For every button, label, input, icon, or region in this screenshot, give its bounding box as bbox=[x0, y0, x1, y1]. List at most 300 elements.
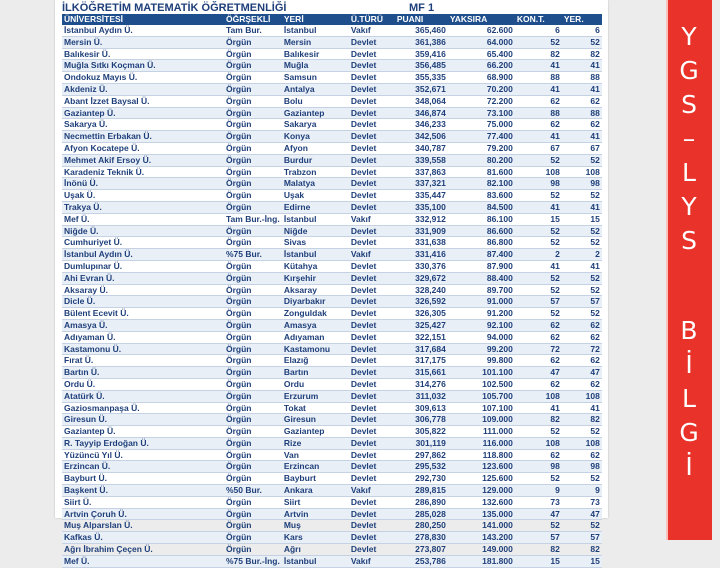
table-cell: 356,485 bbox=[395, 60, 448, 72]
table-cell: Örgün bbox=[224, 60, 282, 72]
table-cell: Burdur bbox=[282, 154, 349, 166]
table-cell: Örgün bbox=[224, 154, 282, 166]
table-row bbox=[62, 36, 602, 48]
banner-letter: İ bbox=[685, 350, 693, 379]
table-cell: 73 bbox=[562, 496, 602, 508]
table-cell: Devlet bbox=[349, 260, 395, 272]
table-cell: R. Tayyip Erdoğan Ü. bbox=[62, 437, 224, 449]
table-cell: Gaziosmanpaşa Ü. bbox=[62, 402, 224, 414]
table-cell: Başkent Ü. bbox=[62, 485, 224, 497]
table-cell: Devlet bbox=[349, 355, 395, 367]
table-cell: Örgün bbox=[224, 378, 282, 390]
table-cell: Örgün bbox=[224, 390, 282, 402]
table-cell: 41 bbox=[562, 402, 602, 414]
table-cell: 41 bbox=[562, 201, 602, 213]
table-cell: Devlet bbox=[349, 331, 395, 343]
table-cell: Karadeniz Teknik Ü. bbox=[62, 166, 224, 178]
table-row bbox=[62, 107, 602, 119]
table-row bbox=[62, 83, 602, 95]
table-cell: Amasya Ü. bbox=[62, 319, 224, 331]
table-cell: 91.200 bbox=[448, 308, 515, 320]
table-cell: 47 bbox=[562, 367, 602, 379]
table-cell: 62 bbox=[515, 355, 562, 367]
table-cell: 326,592 bbox=[395, 296, 448, 308]
table-cell: 72.200 bbox=[448, 95, 515, 107]
table-cell: Örgün bbox=[224, 449, 282, 461]
table-cell: 82.100 bbox=[448, 178, 515, 190]
table-cell: Antalya bbox=[282, 83, 349, 95]
table-cell: 6 bbox=[515, 25, 562, 36]
table-row bbox=[62, 131, 602, 143]
table-cell: 73.100 bbox=[448, 107, 515, 119]
table-cell: 72 bbox=[515, 343, 562, 355]
table-cell: Örgün bbox=[224, 178, 282, 190]
table-cell: 314,276 bbox=[395, 378, 448, 390]
table-cell: 41 bbox=[515, 60, 562, 72]
table-cell: İstanbul bbox=[282, 249, 349, 261]
table-cell: Balıkesir bbox=[282, 48, 349, 60]
table-cell: 98 bbox=[562, 461, 602, 473]
table-cell: Örgün bbox=[224, 260, 282, 272]
table-cell: Kastamonu bbox=[282, 343, 349, 355]
table-cell: 108 bbox=[515, 390, 562, 402]
table-cell: 181.800 bbox=[448, 555, 515, 567]
table-cell: Mersin Ü. bbox=[62, 36, 224, 48]
table-row bbox=[62, 496, 602, 508]
table-cell: 9 bbox=[562, 485, 602, 497]
table-cell: Örgün bbox=[224, 237, 282, 249]
table-cell: Devlet bbox=[349, 272, 395, 284]
table-cell: Kırşehir bbox=[282, 272, 349, 284]
table-cell: 253,786 bbox=[395, 555, 448, 567]
table-cell: Devlet bbox=[349, 390, 395, 402]
table-cell: 340,787 bbox=[395, 142, 448, 154]
table-cell: Vakıf bbox=[349, 213, 395, 225]
table-cell: Devlet bbox=[349, 36, 395, 48]
table-cell: 52 bbox=[515, 426, 562, 438]
table-cell: 82 bbox=[515, 48, 562, 60]
table-cell: 62 bbox=[515, 319, 562, 331]
table-cell: Örgün bbox=[224, 343, 282, 355]
table-cell: Rize bbox=[282, 437, 349, 449]
table-cell: 315,661 bbox=[395, 367, 448, 379]
table-cell: 331,909 bbox=[395, 225, 448, 237]
table-cell: 348,064 bbox=[395, 95, 448, 107]
table-cell: Devlet bbox=[349, 437, 395, 449]
vertical-text-bilgi bbox=[666, 314, 712, 484]
table-cell: 339,558 bbox=[395, 154, 448, 166]
table-cell: 305,822 bbox=[395, 426, 448, 438]
table-cell: Devlet bbox=[349, 520, 395, 532]
table-cell: Örgün bbox=[224, 83, 282, 95]
table-cell: Vakıf bbox=[349, 485, 395, 497]
table-cell: 346,233 bbox=[395, 119, 448, 131]
table-cell: Afyon Kocatepe Ü. bbox=[62, 142, 224, 154]
table-cell: Devlet bbox=[349, 367, 395, 379]
table-cell: Devlet bbox=[349, 508, 395, 520]
table-cell: 9 bbox=[515, 485, 562, 497]
table-cell: 75.000 bbox=[448, 119, 515, 131]
table-cell: 41 bbox=[562, 131, 602, 143]
table-cell: Örgün bbox=[224, 131, 282, 143]
table-cell: 62 bbox=[562, 355, 602, 367]
table-cell: 88 bbox=[515, 107, 562, 119]
table-row bbox=[62, 473, 602, 485]
table-cell: 52 bbox=[562, 308, 602, 320]
table-cell: Gaziantep bbox=[282, 107, 349, 119]
table-cell: Devlet bbox=[349, 225, 395, 237]
table-cell: 62 bbox=[515, 449, 562, 461]
table-cell: 41 bbox=[562, 260, 602, 272]
table-cell: 62 bbox=[515, 331, 562, 343]
table-cell: 135.000 bbox=[448, 508, 515, 520]
column-header: YERİ bbox=[282, 14, 349, 25]
table-cell: 52 bbox=[515, 237, 562, 249]
table-cell: Örgün bbox=[224, 308, 282, 320]
table-row bbox=[62, 142, 602, 154]
table-cell: Erzincan Ü. bbox=[62, 461, 224, 473]
table-cell: Bayburt Ü. bbox=[62, 473, 224, 485]
table-cell: 2 bbox=[562, 249, 602, 261]
table-cell: 52 bbox=[562, 272, 602, 284]
table-cell: 41 bbox=[562, 83, 602, 95]
table-cell: Devlet bbox=[349, 414, 395, 426]
table-cell: Devlet bbox=[349, 319, 395, 331]
table-cell: Örgün bbox=[224, 473, 282, 485]
table-cell: 52 bbox=[562, 36, 602, 48]
table-cell: Ordu Ü. bbox=[62, 378, 224, 390]
table-cell: İstanbul Aydın Ü. bbox=[62, 249, 224, 261]
table-cell: 77.400 bbox=[448, 131, 515, 143]
table-cell: 52 bbox=[515, 284, 562, 296]
table-cell: 70.200 bbox=[448, 83, 515, 95]
table-cell: Devlet bbox=[349, 378, 395, 390]
table-cell: Devlet bbox=[349, 308, 395, 320]
table-cell: Fırat Ü. bbox=[62, 355, 224, 367]
table-cell: 87.400 bbox=[448, 249, 515, 261]
table-row bbox=[62, 355, 602, 367]
table-cell: 129.000 bbox=[448, 485, 515, 497]
table-cell: Devlet bbox=[349, 201, 395, 213]
table-row bbox=[62, 237, 602, 249]
table-cell: Konya bbox=[282, 131, 349, 143]
table-cell: Bartın Ü. bbox=[62, 367, 224, 379]
table-row bbox=[62, 319, 602, 331]
table-cell: Devlet bbox=[349, 190, 395, 202]
table-cell: 79.200 bbox=[448, 142, 515, 154]
table-cell: Vakıf bbox=[349, 555, 395, 567]
table-row bbox=[62, 119, 602, 131]
table-cell: Devlet bbox=[349, 449, 395, 461]
table-cell: 109.000 bbox=[448, 414, 515, 426]
table-cell: Ağrı bbox=[282, 544, 349, 556]
table-cell: 52 bbox=[515, 190, 562, 202]
table-cell: Edirne bbox=[282, 201, 349, 213]
table-cell: 125.600 bbox=[448, 473, 515, 485]
table-cell: Cumhuriyet Ü. bbox=[62, 237, 224, 249]
table-cell: 57 bbox=[562, 532, 602, 544]
table-cell: Aksaray bbox=[282, 284, 349, 296]
table-cell: Adıyaman Ü. bbox=[62, 331, 224, 343]
table-cell: 98 bbox=[515, 461, 562, 473]
table-cell: Örgün bbox=[224, 461, 282, 473]
table-row bbox=[62, 48, 602, 60]
table-cell: 301,119 bbox=[395, 437, 448, 449]
table-cell: 6 bbox=[562, 25, 602, 36]
table-cell: Uşak Ü. bbox=[62, 190, 224, 202]
table-cell: 101.100 bbox=[448, 367, 515, 379]
column-header: KON.T. bbox=[515, 14, 562, 25]
table-cell: 62 bbox=[562, 378, 602, 390]
banner-letter: B bbox=[680, 316, 698, 345]
table-cell: 52 bbox=[562, 426, 602, 438]
table-cell: 111.000 bbox=[448, 426, 515, 438]
table-cell: Kafkas Ü. bbox=[62, 532, 224, 544]
table-cell: 132.600 bbox=[448, 496, 515, 508]
table-cell: 280,250 bbox=[395, 520, 448, 532]
table-cell: 331,638 bbox=[395, 237, 448, 249]
table-cell: 352,671 bbox=[395, 83, 448, 95]
table-row bbox=[62, 272, 602, 284]
table-cell: 107.100 bbox=[448, 402, 515, 414]
table-row bbox=[62, 178, 602, 190]
table-cell: 52 bbox=[515, 154, 562, 166]
table-cell: Örgün bbox=[224, 48, 282, 60]
table-cell: 359,416 bbox=[395, 48, 448, 60]
table-cell: Devlet bbox=[349, 95, 395, 107]
table-row bbox=[62, 190, 602, 202]
table-row bbox=[62, 390, 602, 402]
side-banner bbox=[666, 0, 712, 540]
table-row bbox=[62, 260, 602, 272]
table-cell: 88.400 bbox=[448, 272, 515, 284]
table-row bbox=[62, 449, 602, 461]
table-cell: 52 bbox=[562, 284, 602, 296]
table-cell: Devlet bbox=[349, 473, 395, 485]
table-cell: Ağrı İbrahim Çeçen Ü. bbox=[62, 544, 224, 556]
table-cell: 52 bbox=[562, 225, 602, 237]
table-cell: Kütahya bbox=[282, 260, 349, 272]
table-cell: 52 bbox=[562, 237, 602, 249]
table-cell: Devlet bbox=[349, 119, 395, 131]
table-cell: Zonguldak bbox=[282, 308, 349, 320]
table-row bbox=[62, 284, 602, 296]
table-cell: Mehmet Akif Ersoy Ü. bbox=[62, 154, 224, 166]
table-cell: Atatürk Ü. bbox=[62, 390, 224, 402]
table-cell: Sakarya Ü. bbox=[62, 119, 224, 131]
table-cell: Bolu bbox=[282, 95, 349, 107]
table-cell: 309,613 bbox=[395, 402, 448, 414]
table-cell: 52 bbox=[562, 520, 602, 532]
table-cell: Siirt bbox=[282, 496, 349, 508]
table-cell: Ahi Evran Ü. bbox=[62, 272, 224, 284]
table-cell: 62.600 bbox=[448, 25, 515, 36]
table-cell: 311,032 bbox=[395, 390, 448, 402]
table-cell: Bülent Ecevit Ü. bbox=[62, 308, 224, 320]
table-cell: Balıkesir Ü. bbox=[62, 48, 224, 60]
table-cell: 87.900 bbox=[448, 260, 515, 272]
table-row bbox=[62, 378, 602, 390]
table-cell: 108 bbox=[515, 166, 562, 178]
table-cell: 2 bbox=[515, 249, 562, 261]
table-row bbox=[62, 154, 602, 166]
table-cell: 41 bbox=[515, 201, 562, 213]
table-row bbox=[62, 213, 602, 225]
table-cell: Örgün bbox=[224, 319, 282, 331]
table-cell: 289,815 bbox=[395, 485, 448, 497]
table-cell: 52 bbox=[562, 154, 602, 166]
table-cell: 41 bbox=[562, 60, 602, 72]
banner-letter: L bbox=[682, 158, 696, 187]
column-header: Ü.TÜRÜ bbox=[349, 14, 395, 25]
table-cell: Samsun bbox=[282, 72, 349, 84]
table-cell: Devlet bbox=[349, 237, 395, 249]
table-cell: Gaziantep bbox=[282, 426, 349, 438]
table-row bbox=[62, 544, 602, 556]
table-cell: 15 bbox=[562, 213, 602, 225]
table-row bbox=[62, 414, 602, 426]
table-cell: Ankara bbox=[282, 485, 349, 497]
table-cell: 67 bbox=[515, 142, 562, 154]
table-cell: Devlet bbox=[349, 154, 395, 166]
table-cell: Ondokuz Mayıs Ü. bbox=[62, 72, 224, 84]
table-cell: 62 bbox=[562, 449, 602, 461]
banner-letter: Y bbox=[681, 192, 697, 221]
column-header: PUANI bbox=[395, 14, 448, 25]
table-cell: Örgün bbox=[224, 355, 282, 367]
table-cell: Örgün bbox=[224, 496, 282, 508]
table-cell: Örgün bbox=[224, 166, 282, 178]
table-cell: Elazığ bbox=[282, 355, 349, 367]
table-cell: 149.000 bbox=[448, 544, 515, 556]
table-cell: Mef Ü. bbox=[62, 213, 224, 225]
table-cell: 15 bbox=[515, 213, 562, 225]
table-cell: 82 bbox=[515, 414, 562, 426]
table-cell: Devlet bbox=[349, 402, 395, 414]
table-cell: 72 bbox=[562, 343, 602, 355]
table-cell: 62 bbox=[562, 95, 602, 107]
table-cell: 41 bbox=[515, 402, 562, 414]
table-cell: 337,863 bbox=[395, 166, 448, 178]
table-cell: 335,447 bbox=[395, 190, 448, 202]
table-cell: Örgün bbox=[224, 36, 282, 48]
table-cell: 84.500 bbox=[448, 201, 515, 213]
table-cell: Kastamonu Ü. bbox=[62, 343, 224, 355]
table-cell: Sivas bbox=[282, 237, 349, 249]
table-row bbox=[62, 555, 602, 567]
table-cell: Devlet bbox=[349, 178, 395, 190]
table-cell: Devlet bbox=[349, 166, 395, 178]
table-cell: Diyarbakır bbox=[282, 296, 349, 308]
table-cell: 68.900 bbox=[448, 72, 515, 84]
table-cell: Devlet bbox=[349, 142, 395, 154]
ranking-table bbox=[62, 14, 602, 568]
table-cell: 88 bbox=[515, 72, 562, 84]
table-cell: 52 bbox=[515, 473, 562, 485]
table-cell: Muğla Sıtkı Koçman Ü. bbox=[62, 60, 224, 72]
table-cell: Niğde bbox=[282, 225, 349, 237]
table-row bbox=[62, 532, 602, 544]
column-header: ÖĞRŞEKLİ bbox=[224, 14, 282, 25]
table-cell: Devlet bbox=[349, 544, 395, 556]
table-cell: Devlet bbox=[349, 532, 395, 544]
table-row bbox=[62, 166, 602, 178]
title-row bbox=[62, 2, 602, 14]
table-cell: 322,151 bbox=[395, 331, 448, 343]
ranking-sheet bbox=[55, 0, 608, 566]
table-cell: Bartın bbox=[282, 367, 349, 379]
table-cell: Tam Bur. bbox=[224, 25, 282, 36]
table-row bbox=[62, 520, 602, 532]
table-cell: 82 bbox=[562, 48, 602, 60]
table-cell: Örgün bbox=[224, 520, 282, 532]
table-body bbox=[62, 25, 602, 567]
table-cell: 331,416 bbox=[395, 249, 448, 261]
table-cell: 52 bbox=[515, 225, 562, 237]
table-cell: 47 bbox=[515, 508, 562, 520]
table-cell: 326,305 bbox=[395, 308, 448, 320]
table-cell: Dumlupınar Ü. bbox=[62, 260, 224, 272]
table-cell: 57 bbox=[515, 296, 562, 308]
table-row bbox=[62, 296, 602, 308]
table-cell: Vakıf bbox=[349, 25, 395, 36]
table-cell: Akdeniz Ü. bbox=[62, 83, 224, 95]
table-cell: Devlet bbox=[349, 296, 395, 308]
table-cell: İnönü Ü. bbox=[62, 178, 224, 190]
table-cell: Niğde Ü. bbox=[62, 225, 224, 237]
table-cell: 329,672 bbox=[395, 272, 448, 284]
table-cell: 108 bbox=[562, 437, 602, 449]
table-cell: Afyon bbox=[282, 142, 349, 154]
table-cell: Van bbox=[282, 449, 349, 461]
score-type-label: MF 1 bbox=[409, 2, 435, 14]
table-cell: Giresun Ü. bbox=[62, 414, 224, 426]
table-cell: 123.600 bbox=[448, 461, 515, 473]
table-cell: 81.600 bbox=[448, 166, 515, 178]
table-cell: 99.200 bbox=[448, 343, 515, 355]
table-cell: Erzurum bbox=[282, 390, 349, 402]
table-cell: Abant İzzet Baysal Ü. bbox=[62, 95, 224, 107]
table-cell: 62 bbox=[562, 119, 602, 131]
table-cell: Örgün bbox=[224, 272, 282, 284]
table-cell: Örgün bbox=[224, 367, 282, 379]
table-cell: Malatya bbox=[282, 178, 349, 190]
banner-letter: – bbox=[682, 124, 696, 153]
table-row bbox=[62, 437, 602, 449]
table-cell: Artvin Çoruh Ü. bbox=[62, 508, 224, 520]
table-cell: 99.800 bbox=[448, 355, 515, 367]
table-cell: 86.800 bbox=[448, 237, 515, 249]
table-cell: 89.700 bbox=[448, 284, 515, 296]
table-cell: Vakıf bbox=[349, 249, 395, 261]
table-cell: Necmettin Erbakan Ü. bbox=[62, 131, 224, 143]
table-cell: 297,862 bbox=[395, 449, 448, 461]
table-cell: 62 bbox=[515, 119, 562, 131]
table-cell: 317,684 bbox=[395, 343, 448, 355]
table-cell: 83.600 bbox=[448, 190, 515, 202]
table-cell: 118.800 bbox=[448, 449, 515, 461]
table-cell: 330,376 bbox=[395, 260, 448, 272]
table-cell: 285,028 bbox=[395, 508, 448, 520]
table-cell: 108 bbox=[562, 390, 602, 402]
table-cell: Giresun bbox=[282, 414, 349, 426]
table-cell: Devlet bbox=[349, 343, 395, 355]
table-cell: Örgün bbox=[224, 437, 282, 449]
table-row bbox=[62, 461, 602, 473]
table-cell: 66.200 bbox=[448, 60, 515, 72]
table-cell: 91.000 bbox=[448, 296, 515, 308]
table-cell: 141.000 bbox=[448, 520, 515, 532]
